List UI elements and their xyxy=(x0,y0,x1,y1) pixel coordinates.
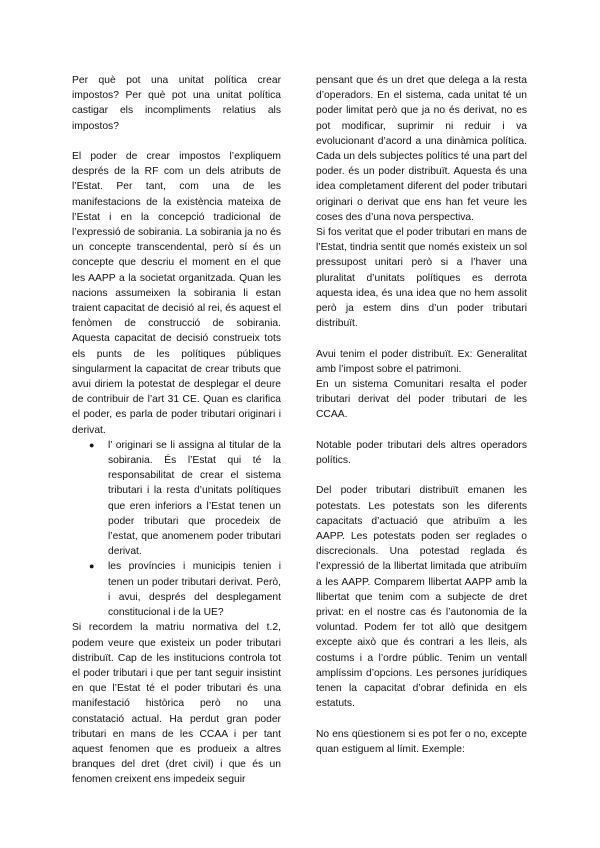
paragraph-distributed-power: Si recordem la matriu normativa del t.2, podem veure que existeix un poder tributari distribuït. Cap de les institucions controla tot el poder tributari i que per tant seguir insistint en que l’Estat té el poder tributari és una manifestació històrica però no una constatació actual. Ha perdut gran poder tributari en mans de les CCAA i per tant aquest fenomen que es produeix a altres branques del dret (dret civil) i que és un fenomen creixent ens impedeix seguir xyxy=(72,622,281,786)
list-item-text: les províncies i municipis tenien i tenen un poder tributari derivat. Però, i avui, després del desplegament constitucional i de la UE? xyxy=(108,561,281,619)
bullet-icon: ● xyxy=(89,439,95,450)
paragraph-questions: Per què pot una unitat política crear impostos? Per què pot una unitat política castigar els incompliments relatius als impostos? xyxy=(72,75,281,132)
paragraph-community: En un sistema Comunitari resalta el poder tributari derivat del poder tributari de les CCAA. xyxy=(316,379,527,421)
paragraph-sovereignty: El poder de crear impostos l’expliquem després de la RF com un dels atributs de l’Estat. Per tant, com una de les manifestacions de la existència mateixa de l’Estat i en la concepció tradicional de l’expressió de sobirania. La sobirania ja no és un concepte transcendental, però sí és un concepte que descriu el moment en el que les AAPP a la societat organitzada. Quan les nacions assumeixen la sobirania li estan traient capacitat de decisió al rei, és aquest el fenòmen de construcció de sobirania. Aquesta capacitat de decisió construeix tots els punts de les polítiques públiques singularment la capacitat de crear tributs que avui diriem la potestat de desplegar el deure de contribuir de l’art 31 CE. Quan es clarifica el poder, es parla de poder tributari originari i derivat. xyxy=(72,151,281,436)
left-column xyxy=(72,73,281,788)
paragraph-continuation: pensant que és un dret que delega a la resta d’operadors. En el sistema, cada unitat té un poder limitat però que ja no és derivat, no es pot modificar, suprimir ni reduir i va evolucionant d’acord a una dinàmica política. Cada un dels subjectes polítics té una part del poder. és un poder distribuït. Aquesta és una idea completament diferent del poder tributari originari o derivat que ens han fet veure les coses des d’una nova perspectiva. xyxy=(316,75,527,223)
paragraph-example: Avui tenim el poder distribuït. Ex: Generalitat amb l’impost sobre el patrimoni. xyxy=(316,348,527,375)
bullet-list xyxy=(72,438,281,620)
list-item xyxy=(89,438,281,560)
paragraph-limit: No ens qüestionem si es pot fer o no, excepte quan estiguem al límit. Exemple: xyxy=(316,728,527,755)
paragraph-potestats: Del poder tributari distribuït emanen les potestats. Les potestats son les diferents capacitats d’actuació que atribuïm a les AAPP. Les potestats poden ser reglades o discrecionals. Una potestad reglada és l’expressió de la llibertat limitada que atribuïm a les AAPP. Comparem llibertat AAPP amb la llibertat que tenim com a subjecte de dret privat: en el nostre cas és l’autonomia de la voluntad. Podem fer tot allò que desitgem excepte això que és contrari a les lleis, als costums i a l’ordre públic. Tenim un ventall amplíssim d’opcions. Les persones jurídiques tenen la capacitat d’obrar definida en els estatuts. xyxy=(316,485,527,710)
paragraph-operators: Notable poder tributari dels altres operadors polítics. xyxy=(316,439,527,467)
paragraph-budget: Si fos veritat que el poder tributari en mans de l’Estat, tindria sentit que només existeix un sol pressupost unitari però si a l’haver una pluralitat d’unitats polítiques es derrota aquesta idea, és una idea que no hem assolit però ja estem dins d’un poder tributari distribuït. xyxy=(316,227,527,330)
bullet-icon: ● xyxy=(89,561,95,572)
right-column xyxy=(316,73,527,757)
list-item xyxy=(89,559,281,620)
list-item-text: l’ originari se li assigna al titular de la sobirania. És l’Estat qui té la responsabilitat de crear el sistema tributari i la resta d’unitats polítiques que eren inferiors a l’Estat tenen un poder tributari que procedeix de l’estat, que anomenem poder tributari derivat. xyxy=(108,439,281,558)
